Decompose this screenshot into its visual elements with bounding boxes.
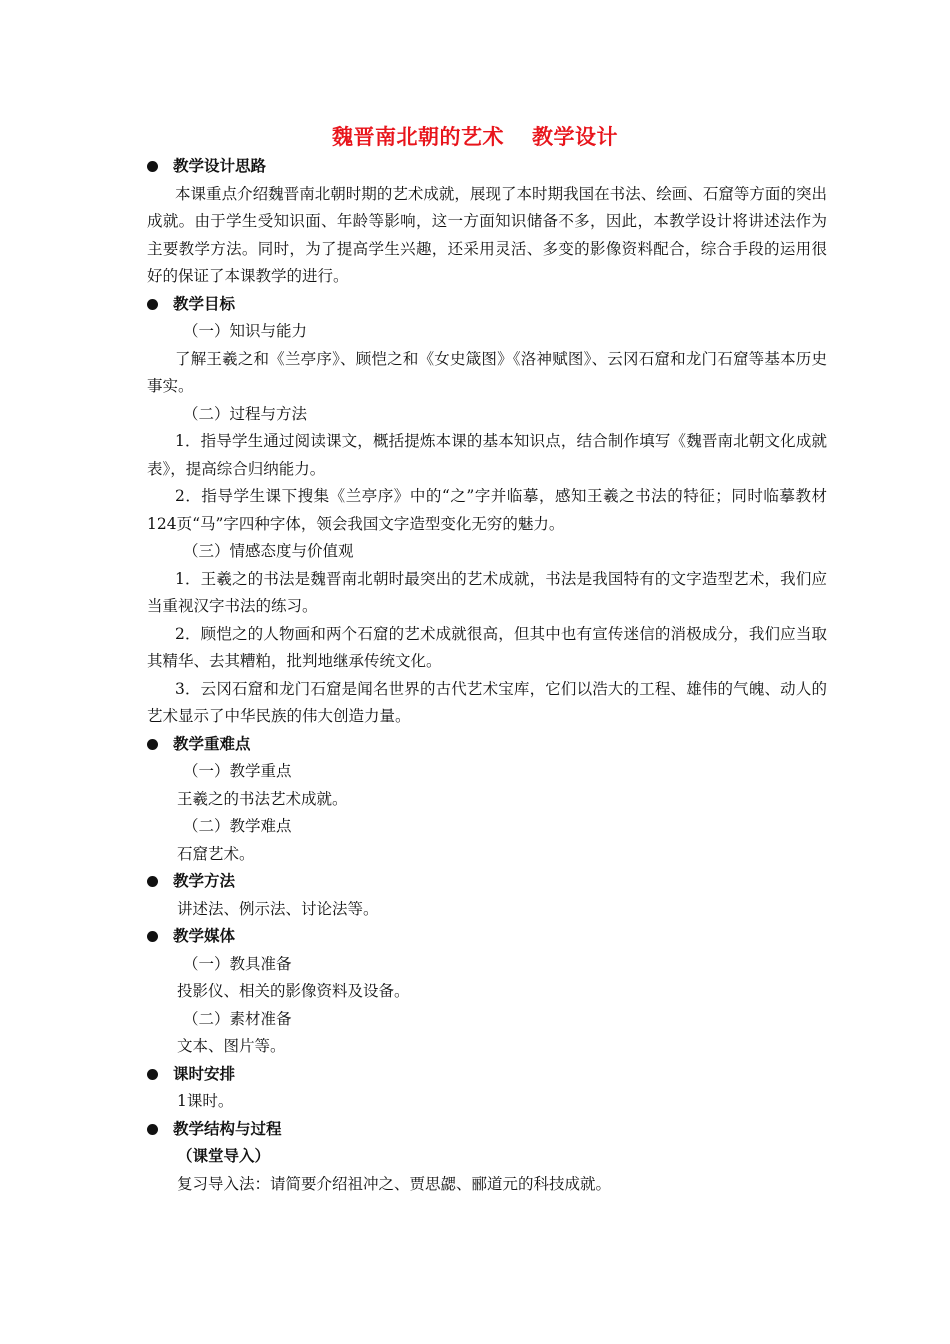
- section-heading-objectives: [147, 291, 827, 319]
- subheading-key-point: （一）教学重点: [183, 762, 292, 780]
- bullet-icon: [147, 1069, 158, 1080]
- document-body: [147, 153, 827, 1198]
- section-heading-text: 教学设计思路: [173, 157, 267, 175]
- bullet-icon: [147, 1124, 158, 1135]
- subheading-process: （二）过程与方法: [183, 404, 308, 423]
- materials-text: 文本、图片等。: [177, 1037, 286, 1055]
- tools-text: 投影仪、相关的影像资料及设备。: [177, 982, 410, 1000]
- title-suffix: 教学设计: [532, 125, 618, 149]
- difficulty-text: 石窟艺术。: [177, 844, 255, 863]
- section-heading-key-points: [147, 731, 827, 759]
- subheading-values: （三）情感态度与价值观: [183, 542, 354, 560]
- section-heading-design-idea: [147, 153, 827, 181]
- values-item-2: 2．顾恺之的人物画和两个石窟的艺术成就很高，但其中也有宣传迷信的消极成分，我们应当取其精华、去其糟粕，批判地继承传统文化。: [147, 624, 827, 670]
- values-item-3: 3．云冈石窟和龙门石窟是闻名世界的古代艺术宝库，它们以浩大的工程、雄伟的气魄、动人的艺术显示了中华民族的伟大创造力量。: [147, 679, 827, 725]
- title-main: 魏晋南北朝的艺术: [332, 125, 504, 149]
- document-title: [0, 121, 950, 151]
- section-heading-media: [147, 923, 827, 951]
- section-heading-text: 教学目标: [173, 294, 236, 313]
- design-idea-paragraph: 本课重点介绍魏晋南北朝时期的艺术成就，展现了本时期我国在书法、绘画、石窟等方面的突出成就。由于学生受知识面、年龄等影响，这一方面知识储备不多，因此，本教学设计将讲述法作为主要教学方法。同时，为了提高学生兴趣，还采用灵活、多变的影像资料配合，综合手段的运用很好的保证了本课教学的进行。: [147, 184, 827, 285]
- section-heading-text: 教学方法: [173, 872, 236, 890]
- section-heading-structure: [147, 1116, 827, 1144]
- knowledge-paragraph: 了解王羲之和《兰亭序》、顾恺之和《女史箴图》《洛神赋图》、云冈石窟和龙门石窟等基本历史事实。: [147, 349, 827, 395]
- section-heading-methods: [147, 868, 827, 896]
- values-item-1: 1．王羲之的书法是魏晋南北朝时最突出的艺术成就，书法是我国特有的文字造型艺术，我们应当重视汉字书法的练习。: [147, 569, 827, 615]
- section-heading-text: 课时安排: [173, 1064, 236, 1083]
- bullet-icon: [147, 161, 158, 172]
- key-point-text: 王羲之的书法艺术成就。: [177, 789, 348, 808]
- methods-text: 讲述法、例示法、讨论法等。: [177, 899, 379, 918]
- subheading-knowledge: （一）知识与能力: [183, 322, 308, 340]
- subheading-materials: （二）素材准备: [183, 1009, 292, 1028]
- bullet-icon: [147, 299, 158, 310]
- section-heading-text: 教学重难点: [173, 734, 251, 753]
- bullet-icon: [147, 931, 158, 942]
- process-item-2: 2．指导学生课下搜集《兰亭序》中的“之”字并临摹，感知王羲之书法的特征；同时临摹教材124页“马”字四种字体，领会我国文字造型变化无穷的魅力。: [147, 487, 827, 533]
- introduction-text: 复习导入法：请简要介绍祖冲之、贾思勰、郦道元的科技成就。: [177, 1174, 612, 1193]
- process-item-1: 1．指导学生通过阅读课文，概括提炼本课的基本知识点，结合制作填写《魏晋南北朝文化成就表》，提高综合归纳能力。: [147, 432, 827, 478]
- bullet-icon: [147, 739, 158, 750]
- subheading-introduction: （课堂导入）: [177, 1147, 271, 1165]
- subheading-tools: （一）教具准备: [183, 954, 292, 973]
- section-heading-text: 教学媒体: [173, 927, 236, 945]
- bullet-icon: [147, 876, 158, 887]
- section-heading-text: 教学结构与过程: [173, 1119, 282, 1138]
- schedule-text: 1课时。: [177, 1092, 234, 1110]
- section-heading-schedule: [147, 1061, 827, 1089]
- subheading-difficulty: （二）教学难点: [183, 817, 292, 835]
